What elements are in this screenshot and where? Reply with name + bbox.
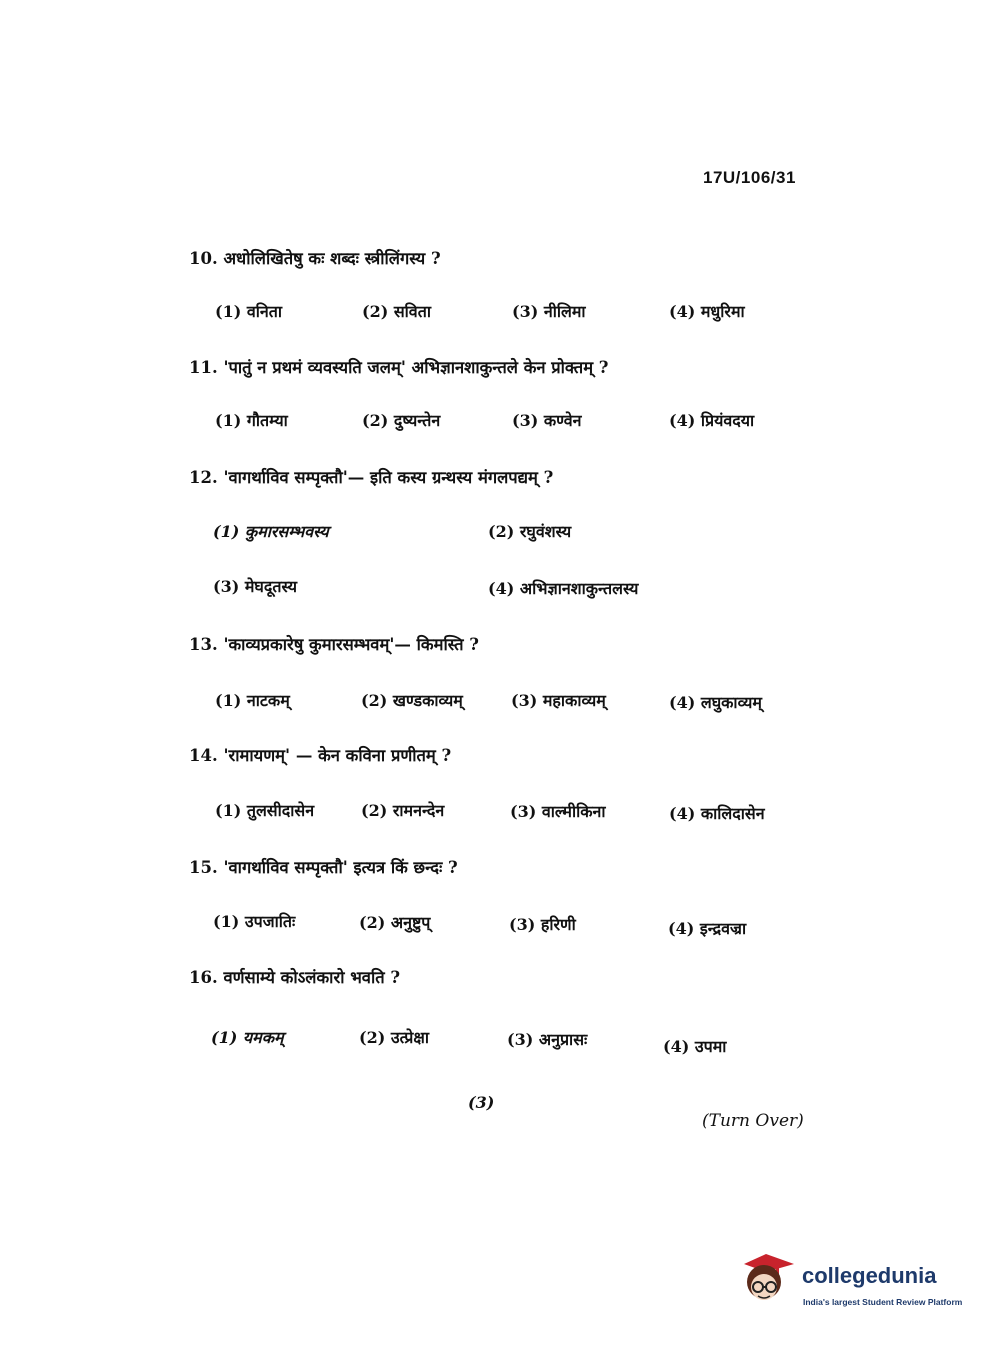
q11-option-3: (3) कण्वेन xyxy=(512,411,582,430)
q10-option-4: (4) मधुरिमा xyxy=(669,302,745,321)
q11-option-2: (2) दुष्यन्तेन xyxy=(362,411,441,430)
q10-option-1: (1) वनिता xyxy=(215,302,283,321)
q14-option-2: (2) रामनन्देन xyxy=(361,801,445,820)
q12-option-2: (2) रघुवंशस्य xyxy=(488,522,572,541)
q16-option-2: (2) उत्प्रेक्षा xyxy=(359,1028,429,1047)
q11-option-4: (4) प्रियंवदया xyxy=(669,411,755,430)
q15-option-2: (2) अनुष्टुप् xyxy=(359,913,431,932)
q14-option-4: (4) कालिदासेन xyxy=(669,804,765,823)
q14-option-1: (1) तुलसीदासेन xyxy=(215,801,315,820)
question-10: 10. अधोलिखितेषु कः शब्दः स्त्रीलिंगस्य ? xyxy=(189,249,441,268)
q13-option-3: (3) महाकाव्यम् xyxy=(511,691,606,710)
q15-option-3: (3) हरिणी xyxy=(509,915,576,934)
q11-option-1: (1) गौतम्या xyxy=(215,411,288,430)
q16-option-1: (1) यमकम् xyxy=(211,1028,284,1047)
question-14: 14. 'रामायणम्' — केन कविना प्रणीतम् ? xyxy=(189,746,452,765)
q12-option-4: (4) अभिज्ञानशाकुन्तलस्य xyxy=(488,579,639,598)
question-15: 15. 'वागर्थाविव सम्पृक्तौ' इत्यत्र किं छन्दः ? xyxy=(189,858,458,877)
q10-option-3: (3) नीलिमा xyxy=(512,302,586,321)
q13-option-1: (1) नाटकम् xyxy=(215,691,290,710)
q10-option-2: (2) सविता xyxy=(362,302,431,321)
q16-option-3: (3) अनुप्रासः xyxy=(507,1030,588,1049)
brand-tagline: India's largest Student Review Platform xyxy=(803,1297,963,1307)
q15-option-1: (1) उपजातिः xyxy=(213,912,296,931)
q13-option-4: (4) लघुकाव्यम् xyxy=(669,693,762,712)
paper-code: 17U/106/31 xyxy=(703,168,796,187)
question-11: 11. 'पातुं न प्रथमं व्यवस्यति जलम्' अभिज्ञानशाकुन्तले केन प्रोक्तम् ? xyxy=(189,358,609,377)
q14-option-3: (3) वाल्मीकिना xyxy=(510,802,606,821)
q12-option-3: (3) मेघदूतस्य xyxy=(213,577,297,596)
q15-option-4: (4) इन्द्रवज्रा xyxy=(668,919,747,938)
q12-option-1: (1) कुमारसम्भवस्य xyxy=(213,522,329,541)
q16-option-4: (4) उपमा xyxy=(663,1037,727,1056)
q13-option-2: (2) खण्डकाव्यम् xyxy=(361,691,463,710)
question-16: 16. वर्णसाम्ये कोऽलंकारो भवति ? xyxy=(189,968,401,987)
turn-over-note: (Turn Over) xyxy=(702,1111,804,1131)
question-12: 12. 'वागर्थाविव सम्पृक्तौ'— इति कस्य ग्रन्थस्य मंगलपद्यम् ? xyxy=(189,468,554,487)
question-13: 13. 'काव्यप्रकारेषु कुमारसम्भवम्'— किमस्ति ? xyxy=(189,635,479,654)
page-number: (3) xyxy=(468,1093,495,1112)
brand-name: collegedunia xyxy=(802,1263,937,1288)
